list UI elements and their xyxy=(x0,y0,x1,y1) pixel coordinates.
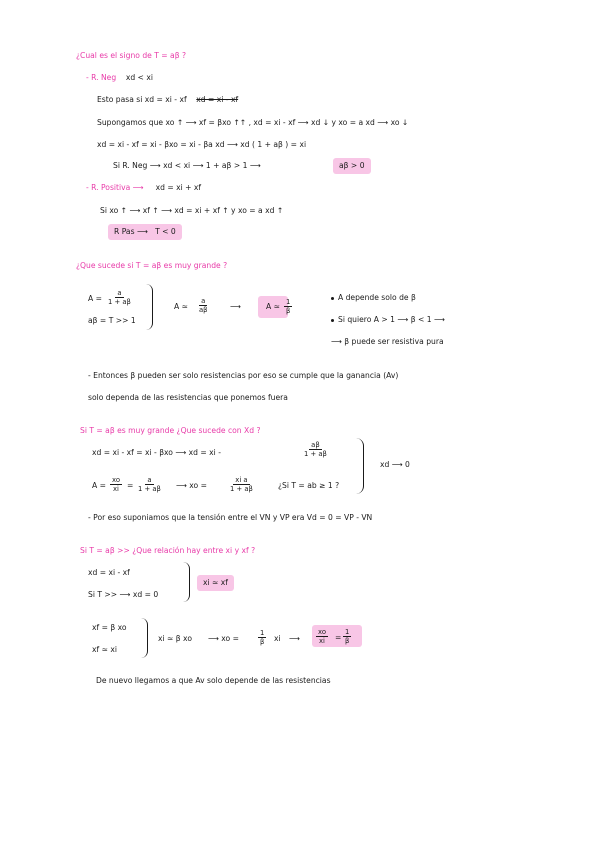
section3-title: Si T = aβ es muy grande ¿Que sucede con Xd ? xyxy=(80,426,261,435)
xi-xf-highlight: xi ≃ xf xyxy=(197,575,234,591)
section2-title: ¿Que sucede si T = aβ es muy grande ? xyxy=(76,261,228,270)
xd-frac-num: aβ xyxy=(311,441,320,449)
xi-approx-beta: xi ≃ β xo xyxy=(158,634,192,643)
xo-lhs: ⟶ xo = xyxy=(176,481,207,490)
a-over-fraction xyxy=(136,476,163,493)
final-fraction-2 xyxy=(343,628,351,645)
a-fraction-den: 1 + aβ xyxy=(108,298,131,306)
bullet-2: Si quiero A > 1 ⟶ β < 1 ⟶ xyxy=(331,315,445,325)
section1-title: ¿Cual es el signo de T = aβ ? xyxy=(76,51,186,60)
question-line: ¿Si T = ab ≥ 1 ? xyxy=(278,481,340,490)
eq-sign-3: = xyxy=(127,481,134,490)
rpas-highlight xyxy=(108,224,182,240)
a-eq-label: A = xyxy=(88,294,102,303)
approx-den: aβ xyxy=(199,306,208,314)
xd-line: xd = xi - xf = xi - βxo ⟶ xd = xi - xyxy=(92,448,221,457)
xd-fraction xyxy=(302,441,329,458)
a-over-num: a xyxy=(147,476,152,484)
final-fraction-1 xyxy=(316,628,328,645)
s4-line2: Si T >> ⟶ xd = 0 xyxy=(88,590,159,599)
esto-pasa-row xyxy=(97,95,238,105)
xo-xi-den: xi xyxy=(113,485,119,493)
result-a-lhs: A ≃ xyxy=(266,302,280,311)
one-over-beta-num: 1 xyxy=(260,629,265,637)
rneg-condition: xd < xi xyxy=(125,73,153,82)
one-over-beta-den: β xyxy=(260,638,265,646)
paragraph-1-line2: solo dependa de las resistencias que ponemos fuera xyxy=(88,393,288,402)
xd-frac-den: 1 + aβ xyxy=(304,450,327,458)
xf-line: xf = β xo xyxy=(92,623,127,632)
brace-3 xyxy=(183,562,190,602)
rpos-condition: xd = xi + xf xyxy=(155,183,202,192)
arrow-1: ⟶ xyxy=(230,302,241,311)
rneg-label: - R. Neg xyxy=(86,73,117,82)
a-fraction-num: a xyxy=(117,289,122,297)
rneg-row xyxy=(86,73,153,83)
result-a-den: β xyxy=(286,307,291,315)
result-a-num: 1 xyxy=(286,298,291,306)
final-num-1: xo xyxy=(318,628,326,636)
approx-a-label: A ≃ xyxy=(174,302,188,311)
bullet-1: A depende solo de β xyxy=(331,293,416,303)
a-fraction xyxy=(106,289,133,306)
xd-chain-line: xd = xi - xf = xi - βxo = xi - βa xd ⟶ xd ( 1 + aβ ) = xi xyxy=(97,140,307,149)
xo-frac-num: xi a xyxy=(235,476,248,484)
xo-xi-num: xo xyxy=(112,476,120,484)
final-eq: = xyxy=(335,633,342,642)
brace-2 xyxy=(356,438,364,494)
result-a-fraction xyxy=(284,298,292,315)
arrow-xo-lhs: ⟶ xo = xyxy=(208,634,239,643)
one-over-beta xyxy=(258,629,266,646)
final-den-2: β xyxy=(345,637,350,645)
s4-line1: xd = xi - xf xyxy=(88,568,130,577)
struck-equation: xd = xi - xf xyxy=(196,95,239,104)
bullet-3: ⟶ β puede ser resistiva pura xyxy=(331,337,444,346)
approx-num: a xyxy=(201,297,206,305)
brace-1 xyxy=(146,284,153,330)
rpas-value: T < 0 xyxy=(155,227,176,236)
rpos-row xyxy=(86,183,201,193)
si-xo-line: Si xo ↑ ⟶ xf ↑ ⟶ xd = xi + xf ↑ y xo = a xd ↑ xyxy=(100,206,284,215)
xo-xi-fraction xyxy=(110,476,122,493)
a-over-den: 1 + aβ xyxy=(138,485,161,493)
brace-4 xyxy=(141,618,148,658)
conclusion-xd: xd ⟶ 0 xyxy=(380,460,410,469)
final-num-2: 1 xyxy=(345,628,350,636)
result-positive-highlight: aβ > 0 xyxy=(333,158,371,174)
ab-eq-line: aβ = T >> 1 xyxy=(88,316,136,325)
a-lhs-3: A = xyxy=(92,481,106,490)
xo-fraction xyxy=(228,476,255,493)
xi-after: xi xyxy=(274,634,281,643)
closing-line: De nuevo llegamos a que Av solo depende de las resistencias xyxy=(96,676,331,685)
final-den-1: xi xyxy=(319,637,325,645)
paragraph-1-line1: - Entonces β pueden ser solo resistencias por eso se cumple que la ganancia (Av) xyxy=(88,371,399,380)
rpas-label: R Pas ⟶ xyxy=(114,227,148,236)
si-rneg-line: Si R. Neg ⟶ xd < xi ⟶ 1 + aβ > 1 ⟶ xyxy=(113,161,261,170)
xf-approx-line: xf ≃ xi xyxy=(92,645,117,654)
paragraph-2: - Por eso suponiamos que la tensión entre el VN y VP era Vd = 0 = VP - VN xyxy=(88,513,373,522)
approx-fraction xyxy=(197,297,210,314)
arrow-2: ⟶ xyxy=(289,634,300,643)
rpos-label: - R. Positiva ⟶ xyxy=(86,183,144,192)
xo-frac-den: 1 + aβ xyxy=(230,485,253,493)
esto-pasa-text: Esto pasa si xd = xi - xf xyxy=(97,95,187,104)
section4-title: Si T = aβ >> ¿Que relación hay entre xi y xf ? xyxy=(80,546,256,555)
supongamos-line: Supongamos que xo ↑ ⟶ xf = βxo ↑↑ , xd = xi - xf ⟶ xd ↓ y xo = a xd ⟶ xo ↓ xyxy=(97,118,409,127)
